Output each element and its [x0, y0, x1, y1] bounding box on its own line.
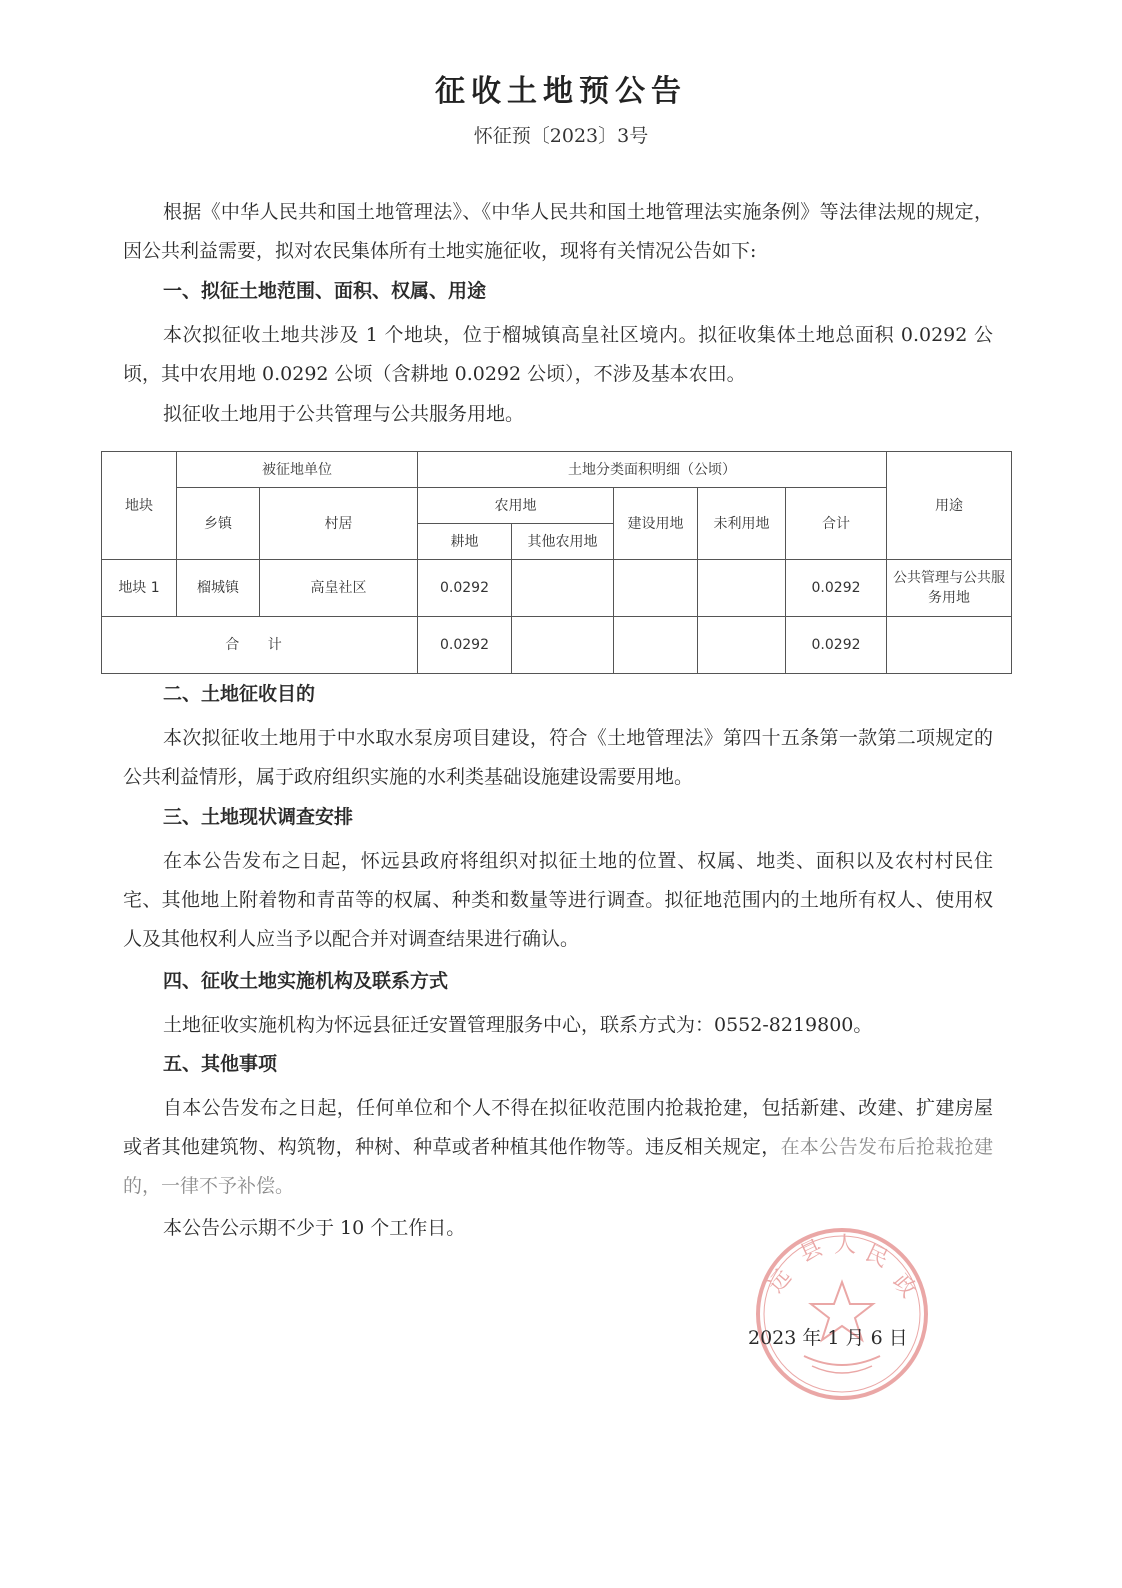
sum-other-agricultural: [512, 617, 614, 674]
header-arable-land: 耕地: [418, 524, 512, 560]
svg-text:人: 人: [834, 1233, 857, 1258]
section4-paragraph: 土地征收实施机构为怀远县征迁安置管理服务中心，联系方式为：0552-8219800。: [163, 1014, 873, 1036]
header-plot: 地块: [102, 452, 177, 560]
issue-date: 2023 年 1 月 6 日: [748, 1327, 908, 1349]
document-number: 怀征预〔2023〕3号: [473, 125, 649, 147]
section5-text-b: 在本公告发布后抢栽抢建的，一律不予补偿。: [123, 1136, 993, 1197]
cell-plot: 地块 1: [102, 560, 177, 617]
header-expropriated-unit: 被征地单位: [177, 452, 418, 488]
cell-arable: 0.0292: [418, 560, 512, 617]
header-agricultural-land: 农用地: [418, 488, 614, 524]
land-area-table: [101, 451, 1012, 674]
sum-arable: 0.0292: [418, 617, 512, 674]
sum-unused: [698, 617, 786, 674]
header-use: 用途: [887, 452, 1012, 560]
cell-town: 榴城镇: [177, 560, 260, 617]
section3-heading: 三、土地现状调查安排: [163, 806, 354, 828]
sum-total: 0.0292: [786, 617, 887, 674]
header-town: 乡镇: [177, 488, 260, 560]
table-sum-row: [102, 617, 1012, 674]
section1-paragraph-1: 本次拟征收土地共涉及 1 个地块，位于榴城镇高皇社区境内。拟征收集体土地总面积 0.0292 公顷，其中农用地 0.0292 公顷（含耕地 0.0292 公顷），不涉及基本农田。: [123, 324, 993, 385]
table-row: [102, 560, 1012, 617]
header-unused-land: 未利用地: [698, 488, 786, 560]
sum-use: [887, 617, 1012, 674]
section5-paragraph-1: [123, 1089, 993, 1206]
intro-paragraph: 根据《中华人民共和国土地管理法》、《中华人民共和国土地管理法实施条例》等法律法规的规定，因公共利益需要，拟对农民集体所有土地实施征收，现将有关情况公告如下:: [123, 201, 993, 262]
header-area-breakdown: 土地分类面积明细（公顷）: [418, 452, 887, 488]
header-construction-land: 建设用地: [614, 488, 698, 560]
section4-heading: 四、征收土地实施机构及联系方式: [163, 970, 449, 992]
cell-construction: [614, 560, 698, 617]
section5-paragraph-2: 本公告公示期不少于 10 个工作日。: [163, 1217, 466, 1239]
section5-heading: 五、其他事项: [163, 1053, 278, 1075]
notice-title: 征收土地预公告: [435, 74, 687, 109]
header-total: 合计: [786, 488, 887, 560]
cell-use: 公共管理与公共服务用地: [887, 560, 1012, 617]
cell-other-agricultural: [512, 560, 614, 617]
sum-label: 合 计: [102, 617, 418, 674]
section2-heading: 二、土地征收目的: [163, 683, 316, 705]
section3-paragraph: 在本公告发布之日起，怀远县政府将组织对拟征土地的位置、权属、地类、面积以及农村村民住宅、其他地上附着物和青苗等的权属、种类和数量等进行调查。拟征地范围内的土地所有权人、使用权人及其他权利人应当予以配合并对调查结果进行确认。: [123, 850, 993, 950]
svg-text:政: 政: [887, 1269, 921, 1303]
header-village: 村居: [260, 488, 418, 560]
cell-total: 0.0292: [786, 560, 887, 617]
section5-text-a: 自本公告发布之日起，任何单位和个人不得在拟征收范围内抢栽抢建，包括新建、改建、扩建房屋或者其他建筑物、构筑物，种树、种草或者种植其他作物等。违反相关规定，: [123, 1097, 993, 1158]
official-seal-icon: [752, 1224, 932, 1404]
section2-paragraph: 本次拟征收土地用于中水取水泵房项目建设，符合《土地管理法》第四十五条第一款第二项规定的公共利益情形，属于政府组织实施的水利类基础设施建设需要用地。: [123, 727, 993, 788]
sum-construction: [614, 617, 698, 674]
svg-text:远: 远: [763, 1264, 797, 1298]
section1-paragraph-2: 拟征收土地用于公共管理与公共服务用地。: [163, 403, 525, 425]
cell-village: 高皇社区: [260, 560, 418, 617]
svg-text:县: 县: [795, 1235, 827, 1268]
header-other-agricultural: 其他农用地: [512, 524, 614, 560]
svg-text:民: 民: [861, 1240, 892, 1273]
cell-unused: [698, 560, 786, 617]
section1-heading: 一、拟征土地范围、面积、权属、用途: [163, 280, 487, 302]
